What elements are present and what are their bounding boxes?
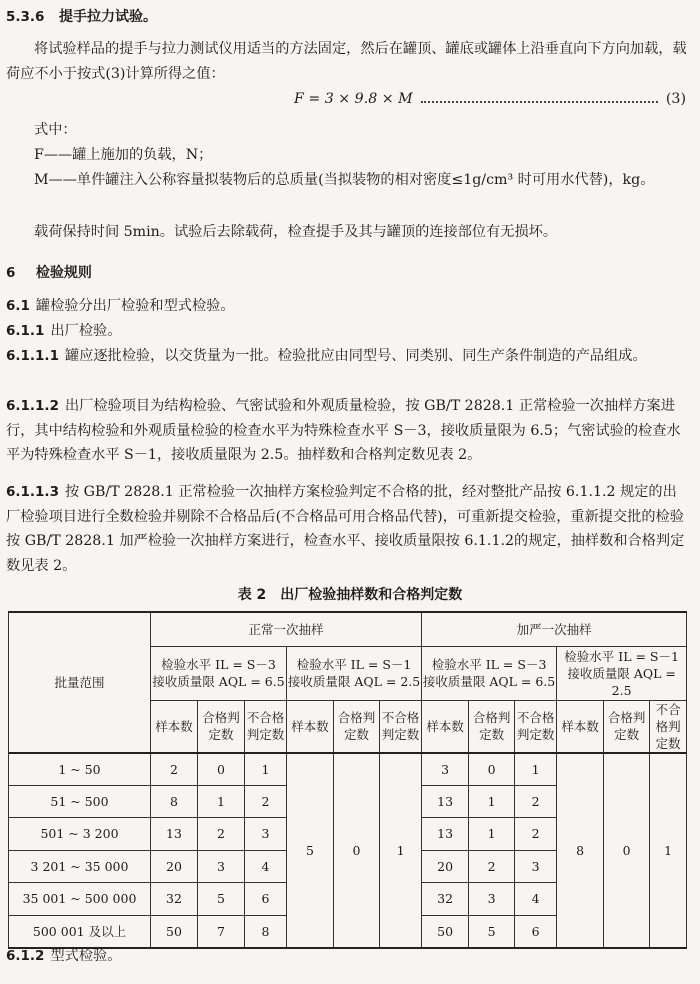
header-normal-sampling: 正常一次抽样 — [151, 612, 422, 646]
section-6-1-1-1: 6.1.1.1 罐应逐批检验，以交货量为一批。检验批应由同型号、同类别、同生产条件制造的产品组成。 — [6, 348, 647, 364]
formula-3 — [294, 88, 686, 111]
formula-expression: F = 3 × 9.8 × M — [294, 91, 413, 107]
col-reject-number: 不合格判定数 — [650, 700, 687, 753]
table-2 — [8, 611, 687, 949]
section-6-1-2: 6.1.2 型式检验。 — [6, 948, 122, 964]
formula-leader-dots — [421, 101, 658, 103]
section-6-1-1-3: 6.1.1.3 按 GB/T 2828.1 正常检验一次抽样方案检验判定不合格的批，经对整批产品按 6.1.1.2 规定的出厂检验项目进行全数检验并剔除不合格品后(不合格品可用合格品代替)，可重新提交检验，重新提交批的检验按 GB/T 2828.1 加严检验一次抽样方案进行，检查水平、接收质量限按 6.1.1.2的规定，抽样数和合格判定数见表 2。 — [6, 484, 685, 574]
normal-s1-reject: 1 — [380, 753, 422, 948]
header-normal-s1: 检验水平 IL = S－1 接收质量限 AQL = 2.5 — [287, 646, 422, 700]
col-accept-number: 合格判定数 — [334, 700, 380, 753]
section-6-heading: 6 检验规则 — [6, 265, 92, 281]
col-sample-size: 样本数 — [557, 700, 604, 753]
section-5-3-6-paragraph: 将试验样品的提手与拉力测试仪用适当的方法固定，然后在罐顶、罐底或罐体上沿垂直向下方向加载，载荷应不小于按式(3)计算所得之值： — [6, 41, 687, 82]
header-tightened-s3: 检验水平 IL = S－3 接收质量限 AQL = 6.5 — [422, 646, 557, 700]
table-row: 1 ~ 50 2 0 1 5 0 1 3 0 1 8 0 1 — [9, 753, 687, 786]
tightened-s1-reject: 1 — [650, 753, 687, 948]
tightened-s1-accept: 0 — [604, 753, 650, 948]
col-reject-number: 不合格判定数 — [245, 700, 287, 753]
tightened-s1-sample: 8 — [557, 753, 604, 948]
header-tightened-s1: 检验水平 IL = S－1 接收质量限 AQL = 2.5 — [557, 646, 687, 700]
definition-m: M——单件罐注入公称容量拟装物后的总质量(当拟装物的相对密度≤1g/cm³ 时可用水代替)，kg。 — [34, 172, 655, 188]
table-row: 501 ~ 3 200 13 2 3 13 1 2 — [9, 818, 687, 851]
header-lot-range: 批量范围 — [9, 612, 151, 753]
section-6-1: 6.1 罐检验分出厂检验和型式检验。 — [6, 298, 235, 314]
table-row: 35 001 ~ 500 000 32 5 6 32 3 4 — [9, 883, 687, 916]
formula-where-label: 式中： — [34, 122, 77, 138]
formula-number: (3) — [665, 91, 686, 107]
section-5-3-6-heading: 5.3.6 提手拉力试验。 — [6, 9, 157, 25]
normal-s1-sample: 5 — [287, 753, 334, 948]
table-2-caption: 表 2 出厂检验抽样数和合格判定数 — [237, 587, 463, 603]
col-accept-number: 合格判定数 — [604, 700, 650, 753]
section-5-3-6-paragraph-2: 载荷保持时间 5min。试验后去除载荷，检查提手及其与罐顶的连接部位有无损坏。 — [34, 224, 558, 240]
header-normal-s3: 检验水平 IL = S－3 接收质量限 AQL = 6.5 — [151, 646, 287, 700]
col-sample-size: 样本数 — [287, 700, 334, 753]
table-row: 51 ~ 500 8 1 2 13 1 2 — [9, 785, 687, 818]
normal-s1-accept: 0 — [334, 753, 380, 948]
col-sample-size: 样本数 — [151, 700, 198, 753]
col-reject-number: 不合格判定数 — [380, 700, 422, 753]
table-row: 500 001 及以上 50 7 8 50 5 6 — [9, 915, 687, 948]
col-reject-number: 不合格判定数 — [515, 700, 557, 753]
section-6-1-1-2: 6.1.1.2 出厂检验项目为结构检验、气密试验和外观质量检验，按 GB/T 2828.1 正常检验一次抽样方案进行，其中结构检验和外观质量检验的检查水平为特殊检查水平 S－3，接收质量限为 6.5；气密试验的检查水平为特殊检查水平 S－1，接收质量限为 2.5。抽样数和合格判定数见表 2。 — [6, 398, 681, 463]
definition-f: F——罐上施加的负载，N； — [34, 147, 213, 163]
section-6-1-1: 6.1.1 出厂检验。 — [6, 323, 122, 339]
table-row: 3 201 ~ 35 000 20 3 4 20 2 3 — [9, 850, 687, 883]
col-accept-number: 合格判定数 — [198, 700, 245, 753]
header-tightened-sampling: 加严一次抽样 — [422, 612, 687, 646]
col-accept-number: 合格判定数 — [469, 700, 515, 753]
col-sample-size: 样本数 — [422, 700, 469, 753]
